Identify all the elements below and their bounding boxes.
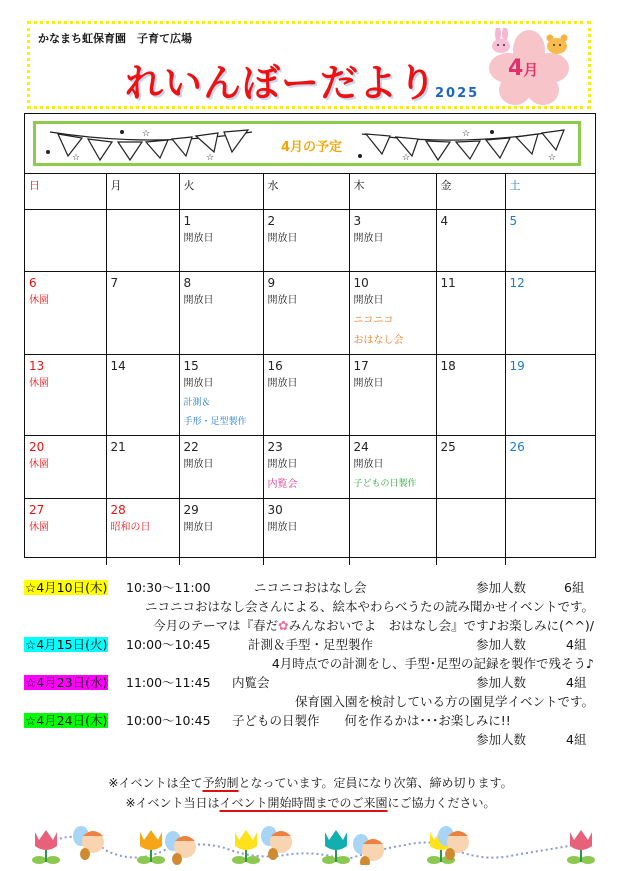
weekday-thu: 木 xyxy=(349,174,436,210)
flower-icon: ✿ xyxy=(278,618,289,633)
reservation-notes xyxy=(0,773,621,813)
day-cell: 6 休園 xyxy=(25,272,106,355)
week-row xyxy=(25,355,595,436)
tulip-icon xyxy=(232,830,260,864)
bear-icon xyxy=(547,35,568,55)
week-row xyxy=(25,210,595,272)
day-cell: 18 xyxy=(436,355,505,436)
event-count: 4組 xyxy=(566,732,587,747)
day-cell: 15 開放日 計測＆ 手形・足型製作 xyxy=(179,355,263,436)
day-cell: 14 xyxy=(106,355,179,436)
event-time: 10:00～10:45 xyxy=(126,637,211,652)
month-badge xyxy=(488,28,570,108)
day-cell xyxy=(106,210,179,272)
bunting-decoration-icon xyxy=(342,126,572,162)
svg-text:☆: ☆ xyxy=(402,153,411,162)
day-cell: 30 開放日 xyxy=(263,499,349,565)
day-cell: 2 開放日 xyxy=(263,210,349,272)
note-line-1: ※イベントは全て予約制となっています。定員になり次第、締め切ります。 xyxy=(108,776,513,790)
weekday-wed: 水 xyxy=(263,174,349,210)
event-description: ニコニコおはなし会さんによる、絵本やわらべうたの読み聞かせイベントです。 xyxy=(144,599,594,614)
day-cell: 28 昭和の日 xyxy=(106,499,179,565)
day-cell: 21 xyxy=(106,436,179,499)
bee-icon xyxy=(438,826,469,860)
weekday-sun: 日 xyxy=(25,174,106,210)
day-cell xyxy=(25,210,106,272)
day-cell: 1 開放日 xyxy=(179,210,263,272)
event-count-label: 参加人数 xyxy=(476,637,527,652)
svg-text:☆: ☆ xyxy=(72,153,81,162)
day-cell: 27 休園 xyxy=(25,499,106,565)
day-cell: 16 開放日 xyxy=(263,355,349,436)
event-date: ☆4月15日(火) xyxy=(25,637,108,652)
weekday-sat: 土 xyxy=(505,174,595,210)
event-date: ☆4月10日(木) xyxy=(25,580,108,595)
tulip-icon xyxy=(32,830,60,864)
day-cell xyxy=(349,499,436,565)
day-cell: 23 開放日 内覧会 xyxy=(263,436,349,499)
weekday-mon: 月 xyxy=(106,174,179,210)
event-time: 10:30～11:00 xyxy=(126,580,211,595)
bunny-icon xyxy=(492,28,510,53)
event-item xyxy=(24,673,594,692)
day-cell: 10 開放日 ニコニコ おはなし会 xyxy=(349,272,436,355)
svg-text:☆: ☆ xyxy=(548,153,557,162)
event-theme: 今月のテーマは『春だ✿みんなおいでよ おはなし会』です♪お楽しみに(^^)/ xyxy=(153,618,594,633)
week-row xyxy=(25,272,595,355)
svg-text:☆: ☆ xyxy=(462,129,471,139)
day-cell: 3 開放日 xyxy=(349,210,436,272)
day-cell: 4 xyxy=(436,210,505,272)
event-list xyxy=(24,578,594,749)
day-cell xyxy=(436,499,505,565)
event-name: 計測＆手型・足型製作 xyxy=(248,637,374,652)
event-time: 10:00～10:45 xyxy=(126,713,211,728)
banner-title: 4月の予定 xyxy=(281,140,343,155)
event-time: 11:00～11:45 xyxy=(126,675,211,690)
calendar-table xyxy=(24,113,596,558)
bee-icon xyxy=(165,831,196,865)
day-cell: 17 開放日 xyxy=(349,355,436,436)
day-cell: 5 xyxy=(505,210,595,272)
newsletter-title: れいんぼーだより xyxy=(125,61,438,105)
weekday-header-row xyxy=(25,174,595,210)
newsletter-header xyxy=(27,21,591,109)
day-cell: 8 開放日 xyxy=(179,272,263,355)
svg-text:☆: ☆ xyxy=(142,129,151,139)
day-cell: 26 xyxy=(505,436,595,499)
tulip-icon xyxy=(322,830,350,864)
day-cell: 9 開放日 xyxy=(263,272,349,355)
svg-text:☆: ☆ xyxy=(206,153,215,162)
event-name: ニコニコおはなし会 xyxy=(254,580,367,595)
year-label: 2025 xyxy=(435,86,480,101)
event-name: 子どもの日製作 何を作るかは･･･お楽しみに!! xyxy=(232,713,511,728)
event-date: ☆4月23日(水) xyxy=(25,675,108,690)
event-count-label: 参加人数 xyxy=(476,675,527,690)
bunting-decoration-icon xyxy=(42,126,272,162)
day-cell: 22 開放日 xyxy=(179,436,263,499)
day-cell: 7 xyxy=(106,272,179,355)
event-count: 4組 xyxy=(566,675,587,690)
day-cell: 29 開放日 xyxy=(179,499,263,565)
day-cell: 12 xyxy=(505,272,595,355)
note-line-2: ※イベント当日はイベント開始時間までのご来園にご協力ください。 xyxy=(125,796,496,810)
organization-name: かなまち虹保育園 子育て広場 xyxy=(38,32,192,45)
event-item xyxy=(24,711,594,730)
day-cell: 20 休園 xyxy=(25,436,106,499)
month-badge-text: 4月 xyxy=(508,56,539,81)
calendar-banner xyxy=(33,121,581,166)
bee-icon xyxy=(353,834,384,865)
event-date: ☆4月24日(木) xyxy=(25,713,108,728)
month-grid xyxy=(25,173,595,565)
event-count: 6組 xyxy=(564,580,585,595)
event-description: 保育園入園を検討している方の園見学イベントです。 xyxy=(294,694,594,709)
tulip-icon xyxy=(567,830,595,864)
week-row xyxy=(25,436,595,499)
day-cell: 19 xyxy=(505,355,595,436)
bee-icon xyxy=(73,826,104,860)
event-description: 4月時点での計測をし、手型･足型の記録を製作で残そう♪ xyxy=(271,656,594,671)
day-cell: 25 xyxy=(436,436,505,499)
tulip-bee-border-icon xyxy=(15,820,605,865)
day-cell: 24 開放日 子どもの日製作 xyxy=(349,436,436,499)
event-count-label: 参加人数 xyxy=(476,732,527,747)
weekday-fri: 金 xyxy=(436,174,505,210)
event-count: 4組 xyxy=(566,637,587,652)
day-cell: 13 休園 xyxy=(25,355,106,436)
tulip-icon xyxy=(137,830,165,864)
day-cell: 11 xyxy=(436,272,505,355)
week-row xyxy=(25,499,595,565)
weekday-tue: 火 xyxy=(179,174,263,210)
event-item xyxy=(24,578,594,597)
event-count-label: 参加人数 xyxy=(476,580,527,595)
event-name: 内覧会 xyxy=(232,675,270,690)
event-item xyxy=(24,635,594,654)
day-cell xyxy=(505,499,595,565)
